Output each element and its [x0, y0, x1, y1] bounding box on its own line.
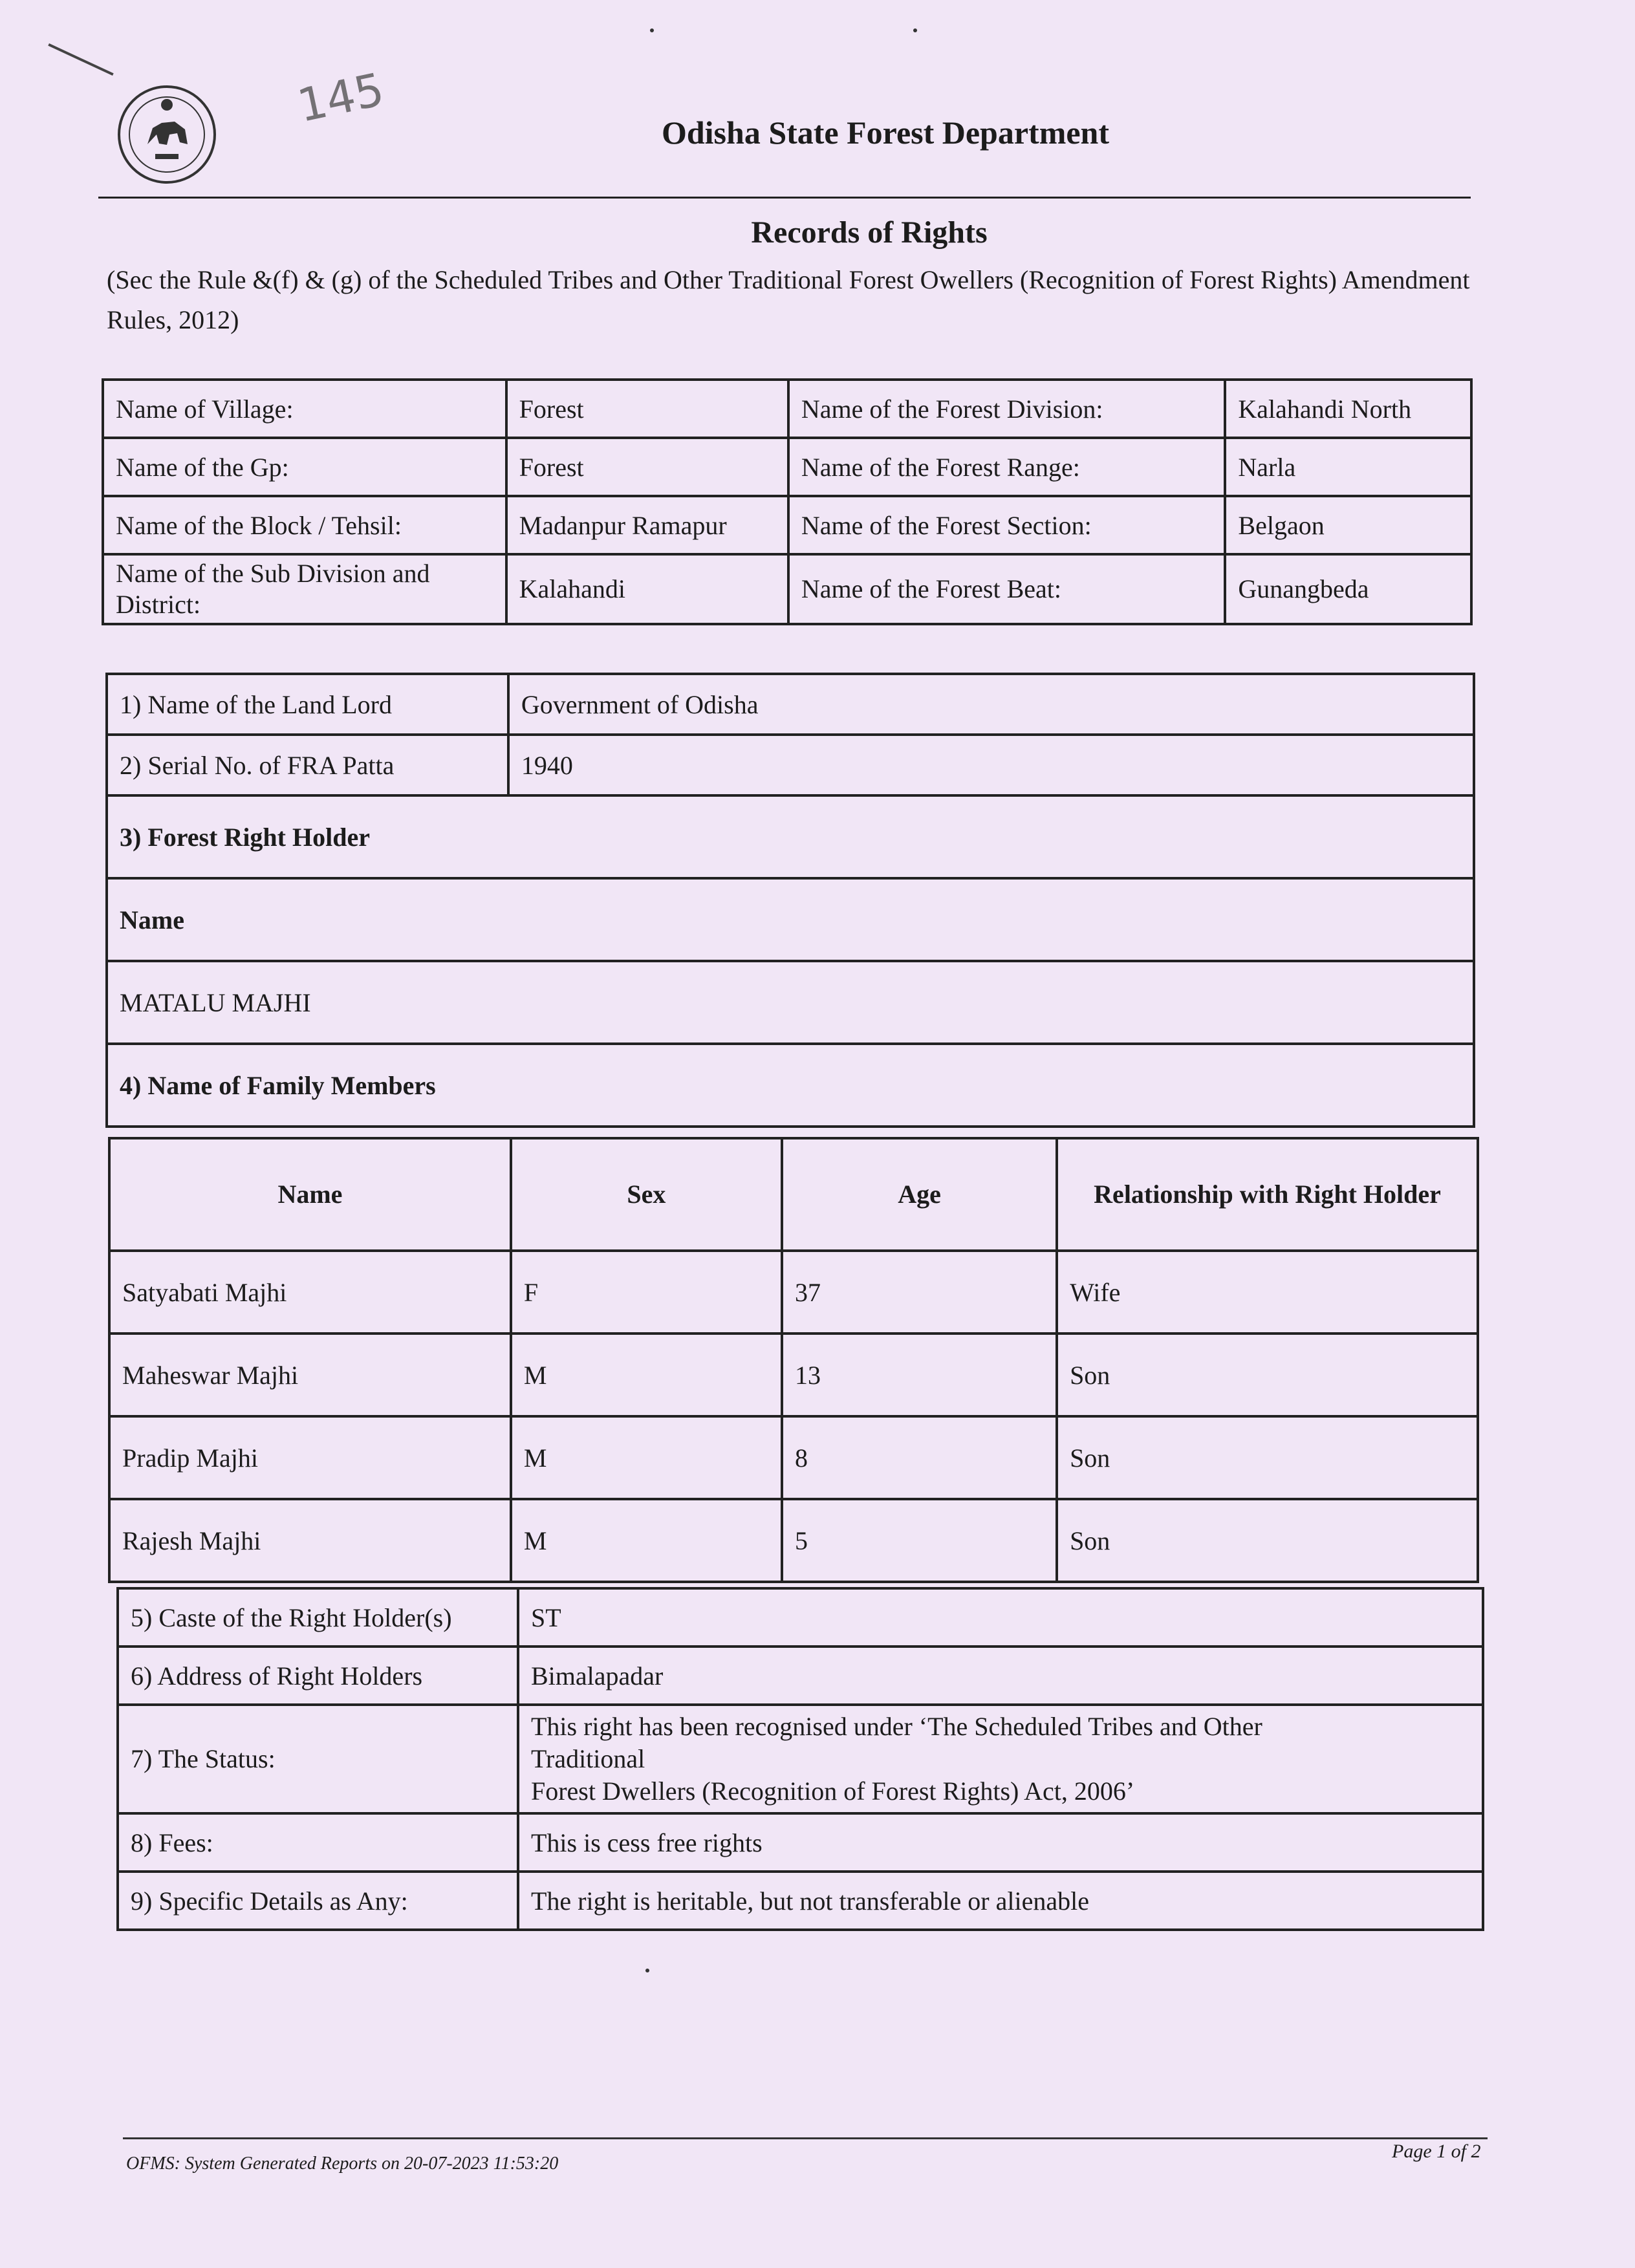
serial-label: 2) Serial No. of FRA Patta	[107, 735, 508, 795]
member-name: Pradip Majhi	[109, 1416, 511, 1499]
generated-note: OFMS: System Generated Reports on 20-07-2023 11:53:20	[126, 2154, 559, 2174]
speck	[913, 28, 917, 32]
address-value: Bimalapadar	[518, 1647, 1483, 1705]
village-label: Name of Village:	[103, 380, 506, 438]
speck	[650, 28, 654, 32]
forest-range-label: Name of the Forest Range:	[788, 438, 1226, 496]
member-sex: M	[511, 1334, 782, 1416]
right-holder-heading: 3) Forest Right Holder	[107, 795, 1474, 878]
details-table	[116, 1587, 1484, 1931]
status-label: 7) The Status:	[118, 1705, 518, 1813]
table-row	[107, 674, 1474, 735]
forest-range-value: Narla	[1225, 438, 1471, 496]
table-row	[109, 1251, 1478, 1334]
footer-divider	[123, 2137, 1488, 2139]
header-name: Name	[109, 1138, 511, 1251]
table-header-row	[109, 1138, 1478, 1251]
name-heading: Name	[107, 878, 1474, 961]
table-row	[109, 1334, 1478, 1416]
table-row	[109, 1416, 1478, 1499]
member-relationship: Wife	[1057, 1251, 1478, 1334]
block-value: Madanpur Ramapur	[506, 496, 788, 554]
location-table	[102, 378, 1473, 625]
rule-note: (Sec the Rule &(f) & (g) of the Scheduled Tribes and Other Traditional Forest Owellers (Recognition of Forest Rights) Amendment Rules, 2012)	[107, 265, 1470, 334]
forest-section-value: Belgaon	[1225, 496, 1471, 554]
member-age: 5	[782, 1499, 1057, 1582]
caste-value: ST	[518, 1588, 1483, 1647]
status-value	[518, 1705, 1483, 1813]
table-row	[118, 1588, 1483, 1647]
header-age: Age	[782, 1138, 1057, 1251]
member-name: Maheswar Majhi	[109, 1334, 511, 1416]
forest-beat-value: Gunangbeda	[1225, 554, 1471, 624]
member-age: 13	[782, 1334, 1057, 1416]
sub-division-value: Kalahandi	[506, 554, 788, 624]
pen-scratch	[48, 43, 113, 76]
caste-label: 5) Caste of the Right Holder(s)	[118, 1588, 518, 1647]
table-row	[103, 496, 1471, 554]
member-name: Rajesh Majhi	[109, 1499, 511, 1582]
forest-division-value: Kalahandi North	[1225, 380, 1471, 438]
sub-division-label: Name of the Sub Division and District:	[103, 554, 506, 624]
gp-label: Name of the Gp:	[103, 438, 506, 496]
address-label: 6) Address of Right Holders	[118, 1647, 518, 1705]
village-value: Forest	[506, 380, 788, 438]
fees-label: 8) Fees:	[118, 1813, 518, 1872]
status-line: Traditional	[530, 1744, 645, 1773]
table-row	[107, 795, 1474, 878]
speck	[645, 1969, 649, 1972]
land-lord-label: 1) Name of the Land Lord	[107, 674, 508, 735]
table-row	[107, 1044, 1474, 1127]
member-sex: M	[511, 1416, 782, 1499]
member-age: 8	[782, 1416, 1057, 1499]
fees-value: This is cess free rights	[518, 1813, 1483, 1872]
table-row	[118, 1705, 1483, 1813]
member-relationship: Son	[1057, 1334, 1478, 1416]
table-row	[103, 438, 1471, 496]
header-relationship: Relationship with Right Holder	[1057, 1138, 1478, 1251]
forest-beat-label: Name of the Forest Beat:	[788, 554, 1226, 624]
holder-name: MATALU MAJHI	[107, 961, 1474, 1044]
forest-division-label: Name of the Forest Division:	[788, 380, 1226, 438]
table-row	[109, 1499, 1478, 1582]
record-table	[105, 673, 1475, 1128]
page-number: Page 1 of 2	[1392, 2141, 1481, 2162]
table-row	[107, 735, 1474, 795]
table-row	[107, 878, 1474, 961]
serial-value: 1940	[508, 735, 1474, 795]
specific-value: The right is heritable, but not transferable or alienable	[518, 1872, 1483, 1930]
table-row	[103, 554, 1471, 624]
gp-value: Forest	[506, 438, 788, 496]
table-row	[103, 380, 1471, 438]
member-relationship: Son	[1057, 1499, 1478, 1582]
family-heading: 4) Name of Family Members	[107, 1044, 1474, 1127]
header-divider	[98, 197, 1471, 199]
forest-section-label: Name of the Forest Section:	[788, 496, 1226, 554]
family-table	[108, 1137, 1479, 1583]
status-line: Forest Dwellers (Recognition of Forest Rights) Act, 2006’	[530, 1777, 1135, 1806]
table-row	[118, 1813, 1483, 1872]
table-row	[118, 1872, 1483, 1930]
table-row	[107, 961, 1474, 1044]
member-age: 37	[782, 1251, 1057, 1334]
header-sex: Sex	[511, 1138, 782, 1251]
document-title: Records of Rights	[751, 215, 988, 250]
member-sex: M	[511, 1499, 782, 1582]
specific-label: 9) Specific Details as Any:	[118, 1872, 518, 1930]
member-sex: F	[511, 1251, 782, 1334]
member-name: Satyabati Majhi	[109, 1251, 511, 1334]
member-relationship: Son	[1057, 1416, 1478, 1499]
status-line: This right has been recognised under ‘The Scheduled Tribes and Other	[530, 1712, 1262, 1741]
block-label: Name of the Block / Tehsil:	[103, 496, 506, 554]
handwritten-mark: 145	[292, 63, 389, 133]
department-title: Odisha State Forest Department	[661, 114, 1110, 151]
table-row	[118, 1647, 1483, 1705]
land-lord-value: Government of Odisha	[508, 674, 1474, 735]
